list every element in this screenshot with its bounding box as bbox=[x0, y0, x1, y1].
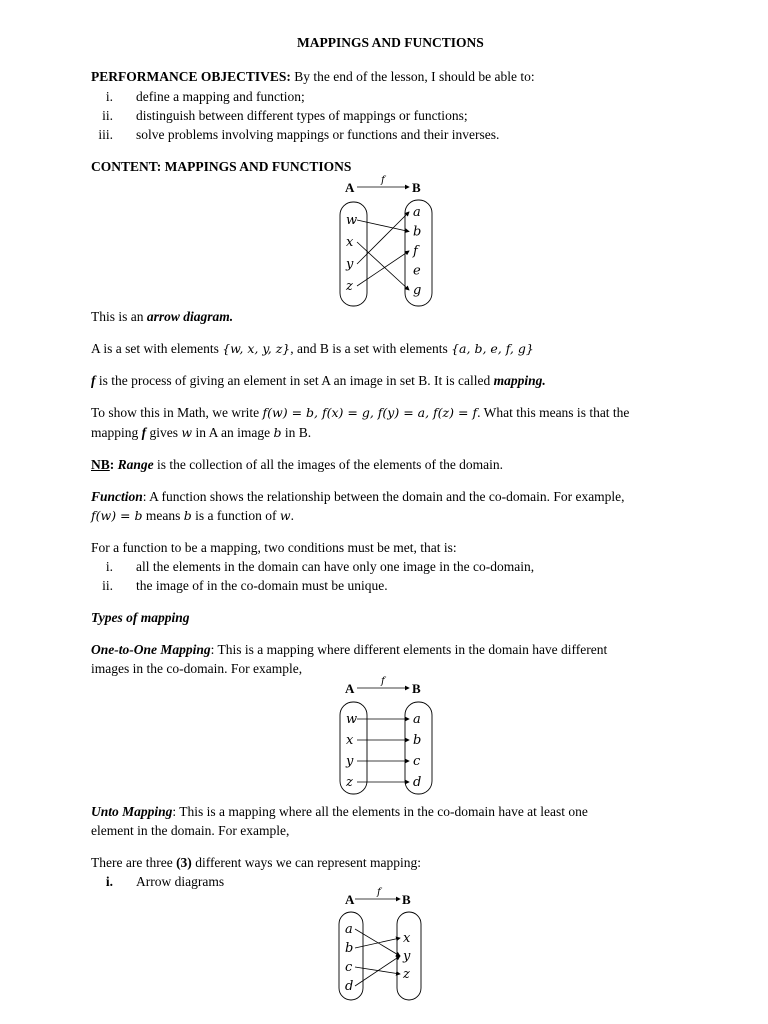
diagram2-fn-label: f bbox=[381, 676, 385, 687]
show-l2-mid: gives bbox=[146, 425, 182, 440]
function-text-line2 bbox=[91, 507, 294, 524]
arrow-diagram-1 bbox=[335, 172, 445, 312]
represent-intro bbox=[91, 854, 421, 871]
represent-num: (3) bbox=[176, 855, 192, 870]
one-to-one-body: : This is a mapping where different elements in the domain have different bbox=[210, 642, 608, 657]
set-b-elements: {a, b, e, f, g} bbox=[451, 341, 534, 356]
objective-num-1: i. bbox=[105, 89, 113, 104]
nb-label: NB bbox=[91, 457, 110, 472]
nb-range: Range bbox=[117, 457, 154, 472]
process-em: mapping. bbox=[493, 373, 546, 388]
diagram3-fn-label: f bbox=[377, 887, 381, 898]
arrow-diagram-2 bbox=[335, 675, 445, 800]
sets-pre: A is a set with elements bbox=[91, 341, 223, 356]
condition-num-1: i. bbox=[105, 559, 113, 574]
d3-codomain-element: y bbox=[403, 949, 411, 964]
one-to-one-label: One-to-One Mapping bbox=[91, 642, 211, 657]
d3-mapping-arrow bbox=[355, 967, 400, 974]
d1-domain-element: x bbox=[346, 235, 354, 250]
d1-domain-element: y bbox=[346, 257, 354, 272]
sets-text bbox=[91, 340, 534, 357]
function-l2-post: . bbox=[290, 508, 294, 523]
function-body: : A function shows the relationship between the domain and the co-domain. For example, bbox=[142, 489, 625, 504]
nb-body: is the collection of all the images of the elements of the domain. bbox=[153, 457, 504, 472]
d3-mapping-arrow bbox=[355, 929, 400, 956]
d3-mapping-arrow bbox=[355, 938, 400, 948]
content-heading: CONTENT: MAPPINGS AND FUNCTIONS bbox=[91, 159, 352, 174]
sets-mid: , and B is a set with elements bbox=[290, 341, 452, 356]
d1-codomain-element: a bbox=[413, 205, 421, 220]
diagram2-set-b: B bbox=[412, 681, 421, 696]
types-heading: Types of mapping bbox=[91, 610, 190, 625]
function-l2-mid: means bbox=[142, 508, 184, 523]
d2-codomain-element: c bbox=[413, 754, 421, 769]
d3-domain-element: b bbox=[345, 941, 354, 956]
diagram1-fn-label: f bbox=[381, 175, 385, 186]
d3-mapping-arrow bbox=[355, 956, 400, 986]
objective-num-3: iii. bbox=[98, 127, 113, 142]
show-text-line1 bbox=[91, 404, 629, 421]
objective-item-2: distinguish between different types of mappings or functions; bbox=[136, 108, 468, 123]
unto-label: Unto Mapping bbox=[91, 804, 173, 819]
d2-domain-element: y bbox=[346, 754, 354, 769]
d1-mapping-arrow bbox=[357, 242, 409, 290]
show-text-line2 bbox=[91, 424, 311, 441]
represent-post: different ways we can represent mapping: bbox=[191, 855, 421, 870]
conditions-intro: For a function to be a mapping, two conditions must be met, that is: bbox=[91, 540, 457, 555]
show-l2-post: in B. bbox=[281, 425, 312, 440]
d1-domain-element: w bbox=[346, 213, 358, 228]
objective-num-2: ii. bbox=[102, 108, 113, 123]
arrow-diagram-3 bbox=[335, 886, 445, 1006]
represent-pre: There are three bbox=[91, 855, 177, 870]
unto-line2: element in the domain. For example, bbox=[91, 823, 290, 838]
objectives-intro: By the end of the lesson, I should be able to: bbox=[290, 69, 535, 84]
diagram1-set-a: A bbox=[345, 180, 355, 195]
show-l2-w: w bbox=[181, 425, 193, 440]
condition-num-2: ii. bbox=[102, 578, 113, 593]
arrow-diagram-em: arrow diagram. bbox=[146, 309, 234, 324]
arrow-diagram-pre: This is an bbox=[91, 309, 147, 324]
process-mid: is the process of giving an element in set A an image in set B. It is called bbox=[95, 373, 494, 388]
condition-item-1: all the elements in the domain can have only one image in the co-domain, bbox=[136, 559, 535, 574]
d3-domain-element: d bbox=[345, 979, 354, 994]
function-math: f(w) = b bbox=[91, 508, 143, 523]
d2-codomain-element: d bbox=[413, 775, 422, 790]
process-text bbox=[91, 372, 546, 389]
arrow-diagram-text bbox=[91, 308, 233, 325]
d2-domain-element: z bbox=[346, 775, 353, 790]
objectives-paragraph bbox=[91, 68, 535, 85]
represent-item-1: Arrow diagrams bbox=[136, 874, 225, 889]
unto-line1 bbox=[91, 803, 588, 820]
one-to-one-line2: images in the co-domain. For example, bbox=[91, 661, 303, 676]
d1-codomain-element: g bbox=[413, 283, 422, 298]
d2-codomain-element: b bbox=[413, 733, 422, 748]
d3-domain-element: a bbox=[345, 922, 353, 937]
show-l2-mid2: in A an image bbox=[192, 425, 274, 440]
d1-codomain-element: e bbox=[413, 263, 421, 279]
process-f: f bbox=[91, 373, 96, 388]
d1-domain-element: z bbox=[346, 279, 353, 294]
represent-num-1: i. bbox=[105, 874, 113, 889]
diagram3-set-b: B bbox=[402, 892, 411, 907]
show-math: f(w) = b, f(x) = g, f(y) = a, f(z) = f bbox=[262, 405, 478, 420]
function-l2-w: w bbox=[279, 508, 291, 523]
nb-colon: : bbox=[109, 457, 118, 472]
d1-codomain-element: b bbox=[413, 224, 422, 240]
objective-item-1: define a mapping and function; bbox=[136, 89, 305, 104]
d1-mapping-arrow bbox=[357, 220, 409, 232]
unto-body: : This is a mapping where all the elements in the co-domain have at least one bbox=[172, 804, 588, 819]
objective-item-3: solve problems involving mappings or functions and their inverses. bbox=[136, 127, 500, 142]
d2-domain-element: w bbox=[346, 712, 358, 727]
show-l2-pre: mapping bbox=[91, 425, 142, 440]
show-l2-b: b bbox=[273, 425, 282, 440]
function-label: Function bbox=[91, 489, 143, 504]
d3-codomain-element: x bbox=[403, 931, 411, 946]
function-l2-b: b bbox=[183, 508, 192, 523]
condition-item-2: the image of in the co-domain must be unique. bbox=[136, 578, 388, 593]
show-pre: To show this in Math, we write bbox=[91, 405, 263, 420]
diagram1-set-b: B bbox=[412, 180, 421, 195]
objectives-heading: PERFORMANCE OBJECTIVES: bbox=[91, 69, 291, 84]
d3-domain-element: c bbox=[345, 960, 353, 975]
d1-codomain-element: f bbox=[413, 244, 418, 259]
function-text-line1 bbox=[91, 488, 625, 505]
show-post: . What this means is that the bbox=[477, 405, 630, 420]
show-l2-f: f bbox=[141, 425, 147, 440]
set-a-elements: {w, x, y, z} bbox=[222, 341, 291, 356]
nb-text bbox=[91, 456, 503, 473]
page-title: MAPPINGS AND FUNCTIONS bbox=[297, 35, 484, 50]
one-to-one-line1 bbox=[91, 641, 607, 658]
d2-codomain-element: a bbox=[413, 712, 421, 727]
function-l2-mid2: is a function of bbox=[191, 508, 280, 523]
diagram3-set-a: A bbox=[345, 892, 355, 907]
d3-codomain-element: z bbox=[403, 967, 410, 982]
diagram2-set-a: A bbox=[345, 681, 355, 696]
d2-domain-element: x bbox=[346, 733, 354, 748]
